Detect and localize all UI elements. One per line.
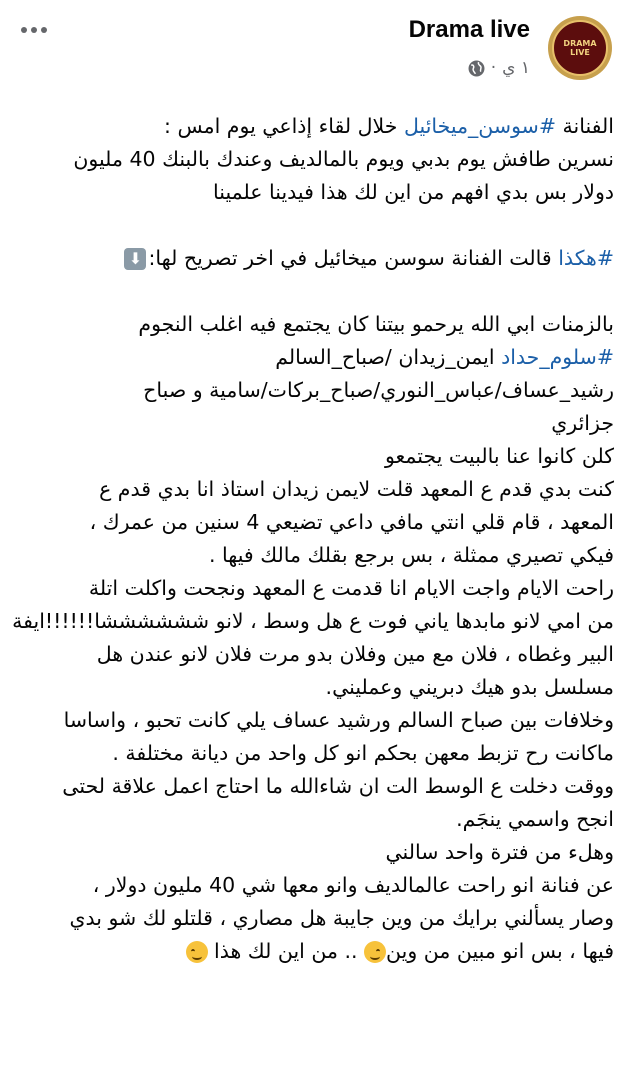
post-text: ايمن_زيدان /صباح_السالم (275, 345, 502, 369)
post-text: خلال لقاء إذاعي يوم امس : (164, 114, 404, 138)
smiling-face-emoji (186, 941, 208, 963)
post-line (14, 242, 614, 275)
blank-line (14, 275, 614, 308)
post-line: المعهد ، قام قلي انتي مافي داعي تضيعي 4 سنين من عمرك ، (89, 510, 614, 534)
more-options-button[interactable] (14, 18, 54, 42)
post-text: فيها ، بس انو مبين من وين (386, 939, 614, 963)
page-avatar[interactable] (548, 16, 612, 80)
post-text: قالت الفنانة سوسن ميخائيل في اخر تصريح لها: (148, 246, 559, 270)
globe-icon (468, 60, 485, 77)
post-text: الفنانة (556, 114, 614, 138)
post-timestamp[interactable]: ١ ي (502, 58, 530, 78)
post-line (14, 341, 614, 374)
more-dot (41, 27, 47, 33)
post-line: وهلء من فترة واحد سالني (385, 840, 614, 864)
post-line: فيكي تصيري ممثلة ، بس برجع بقلك مالك فيها . (208, 543, 614, 567)
post-line: مسلسل بدو هيك دبريني وعمليني. (325, 675, 614, 699)
post-line: دولار بس بدي افهم من اين لك هذا فيدينا علمينا (213, 180, 614, 204)
post-line: وصار يسألني برايك من وين جايبة هل مصاري ، قلتلو لك شو بدي (69, 906, 614, 930)
post-text: .. من اين لك هذا (207, 939, 365, 963)
post-meta (468, 58, 530, 78)
avatar-logo (552, 20, 608, 76)
post-line: راحت الايام واجت الايام انا قدمت ع المعهد ونجحت واكلت اتلة (88, 576, 614, 600)
post-line (14, 935, 614, 968)
post-body (14, 110, 614, 968)
post-line: كلن كانوا عنا بالبيت يجتمعو (384, 444, 614, 468)
down-arrow-emoji: ⬇ (124, 248, 146, 270)
avatar-logo-text: DRAMA (563, 39, 597, 48)
post-line: جزائري (551, 411, 614, 435)
more-dot (31, 27, 37, 33)
post-line: رشيد_عساف/عباس_النوري/صباح_بركات/سامية و صباح (143, 378, 614, 402)
post-line: عن فنانة انو راحت عالمالديف وانو معها شي 40 مليون دولار ، (92, 873, 614, 897)
blank-line (14, 209, 614, 242)
meta-separator: · (490, 58, 497, 78)
post-line: من امي لانو مابدها ياني فوت ع هل وسط ، لانو ششششششا!!!!!!ايفة (12, 609, 614, 633)
post-line: ووقت دخلت ع الوسط الت ان شاءالله ما احتاج اعمل علاقة لحتى (62, 774, 614, 798)
avatar-logo-subtext: LIVE (570, 48, 590, 57)
more-dot (21, 27, 27, 33)
post-line: بالزمنات ابي الله يرحمو بيتنا كان يجتمع فيه اغلب النجوم (138, 312, 614, 336)
hashtag-link[interactable]: #هكذا (558, 246, 614, 270)
smirking-face-emoji (364, 941, 386, 963)
post-line: البير وغطاه ، فلان مع مين وفلان بدو مرت فلان لانو عندن هل (96, 642, 614, 666)
post-line: انجح واسمي ينجَم. (456, 807, 614, 831)
post-line (14, 110, 614, 143)
post-header (0, 0, 626, 100)
post-line: كنت بدي قدم ع المعهد قلت لايمن زيدان استاذ انا بدي قدم ع (99, 477, 614, 501)
post-line: وخلافات بين صباح السالم ورشيد عساف يلي كانت تحبو ، واساسا (63, 708, 614, 732)
post-line: ماكانت رح تزبط معهن بحكم انو كل واحد من ديانة مختلفة . (112, 741, 614, 765)
hashtag-link[interactable]: #سلوم_حداد (501, 345, 614, 369)
post-line: نسرين طافش يوم بدبي ويوم بالمالديف وعندك بالبنك 40 مليون (73, 147, 614, 171)
hashtag-link[interactable]: #سوسن_ميخائيل (403, 114, 557, 138)
page-name-link[interactable]: Drama live (408, 16, 530, 43)
